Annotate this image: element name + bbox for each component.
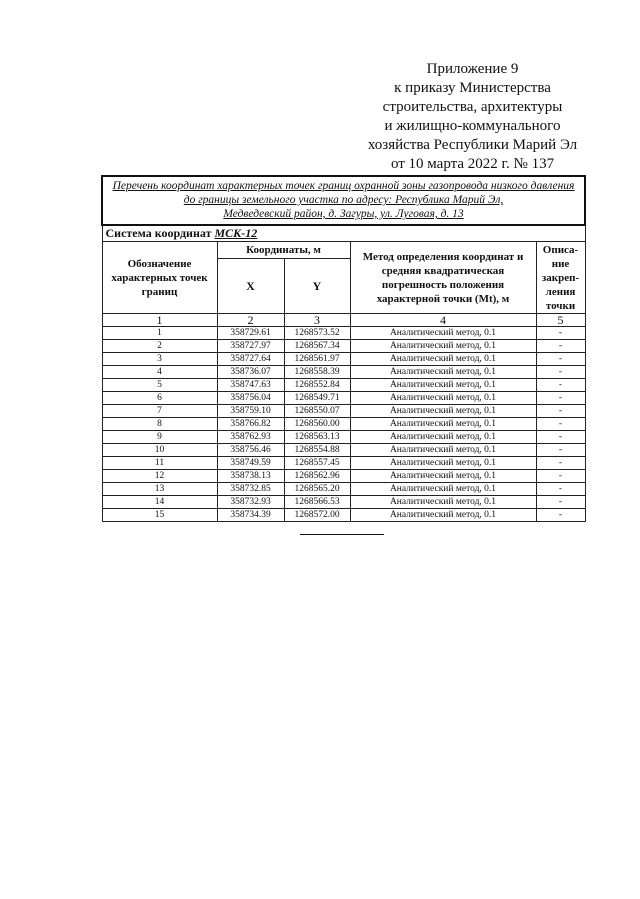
coord-x: 358756.46 (217, 444, 284, 457)
coord-y: 1268554.88 (284, 444, 350, 457)
method-cell: Аналитический метод, 0.1 (350, 379, 536, 392)
coord-x: 358756.04 (217, 392, 284, 405)
header-y: Y (284, 259, 350, 314)
header-description: Описа-ние закреп-ления точки (536, 242, 585, 314)
appendix-line: от 10 марта 2022 г. № 137 (390, 156, 555, 172)
column-number: 4 (350, 314, 536, 327)
method-cell: Аналитический метод, 0.1 (350, 392, 536, 405)
table-row (102, 483, 585, 496)
table-row (102, 431, 585, 444)
coord-y: 1268565.20 (284, 483, 350, 496)
table-row (102, 444, 585, 457)
description-cell: - (536, 483, 585, 496)
point-number: 5 (102, 379, 217, 392)
point-number: 8 (102, 418, 217, 431)
column-number: 1 (102, 314, 217, 327)
point-number: 2 (102, 340, 217, 353)
coord-x: 358734.39 (217, 509, 284, 522)
point-number: 15 (102, 509, 217, 522)
table-title-line: Медведевский район, д. Загуры, ул. Луговая, д. 13 (223, 208, 464, 220)
point-number: 10 (102, 444, 217, 457)
description-cell: - (536, 496, 585, 509)
column-number: 5 (536, 314, 585, 327)
method-cell: Аналитический метод, 0.1 (350, 457, 536, 470)
table-row (102, 470, 585, 483)
appendix-line: строительства, архитектуры (382, 99, 563, 115)
table-title-line: до границы земельного участка по адресу: Республика Марий Эл, (183, 194, 504, 206)
method-cell: Аналитический метод, 0.1 (350, 483, 536, 496)
coord-x: 358738.13 (217, 470, 284, 483)
description-cell: - (536, 327, 585, 340)
coord-x: 358759.10 (217, 405, 284, 418)
column-number: 3 (284, 314, 350, 327)
point-number: 4 (102, 366, 217, 379)
coord-x: 358762.93 (217, 431, 284, 444)
description-cell: - (536, 470, 585, 483)
coord-y: 1268567.34 (284, 340, 350, 353)
point-number: 3 (102, 353, 217, 366)
coord-y: 1268550.07 (284, 405, 350, 418)
coord-x: 358729.61 (217, 327, 284, 340)
description-cell: - (536, 509, 585, 522)
method-cell: Аналитический метод, 0.1 (350, 496, 536, 509)
coord-x: 358727.64 (217, 353, 284, 366)
method-cell: Аналитический метод, 0.1 (350, 340, 536, 353)
table-row (102, 418, 585, 431)
coord-y: 1268557.45 (284, 457, 350, 470)
appendix-line: и жилищно-коммунального (384, 118, 561, 134)
point-number: 14 (102, 496, 217, 509)
description-cell: - (536, 340, 585, 353)
method-cell: Аналитический метод, 0.1 (350, 366, 536, 379)
coord-y: 1268563.13 (284, 431, 350, 444)
table-row (102, 496, 585, 509)
point-number: 6 (102, 392, 217, 405)
table-row (102, 405, 585, 418)
coord-y: 1268549.71 (284, 392, 350, 405)
description-cell: - (536, 444, 585, 457)
coord-y: 1268558.39 (284, 366, 350, 379)
table-row (102, 392, 585, 405)
point-number: 11 (102, 457, 217, 470)
point-number: 12 (102, 470, 217, 483)
coord-x: 358766.82 (217, 418, 284, 431)
table-row (102, 509, 585, 522)
coordinate-system (102, 225, 585, 242)
coord-y: 1268552.84 (284, 379, 350, 392)
description-cell: - (536, 379, 585, 392)
coord-y: 1268566.53 (284, 496, 350, 509)
table-row (102, 327, 585, 340)
method-cell: Аналитический метод, 0.1 (350, 353, 536, 366)
coord-x: 358732.93 (217, 496, 284, 509)
appendix-header (355, 60, 590, 174)
coord-y: 1268561.97 (284, 353, 350, 366)
description-cell: - (536, 457, 585, 470)
table-title (102, 176, 585, 225)
column-number: 2 (217, 314, 284, 327)
description-cell: - (536, 418, 585, 431)
header-x: X (217, 259, 284, 314)
method-cell: Аналитический метод, 0.1 (350, 327, 536, 340)
coord-x: 358732.85 (217, 483, 284, 496)
end-divider (300, 534, 384, 535)
point-number: 7 (102, 405, 217, 418)
coord-y: 1268562.96 (284, 470, 350, 483)
coord-x: 358727.97 (217, 340, 284, 353)
coord-x: 358736.07 (217, 366, 284, 379)
coordinates-table (101, 175, 586, 522)
description-cell: - (536, 405, 585, 418)
method-cell: Аналитический метод, 0.1 (350, 509, 536, 522)
header-coordinates: Координаты, м (217, 242, 350, 259)
point-number: 13 (102, 483, 217, 496)
method-cell: Аналитический метод, 0.1 (350, 444, 536, 457)
column-numbers-row (102, 314, 585, 327)
description-cell: - (536, 392, 585, 405)
table-title-line: Перечень координат характерных точек границ охранной зоны газопровода низкого давления (112, 180, 575, 192)
coord-y: 1268573.52 (284, 327, 350, 340)
method-cell: Аналитический метод, 0.1 (350, 405, 536, 418)
header-method: Метод определения координат и средняя квадратическая погрешность положения характерной точки (Mt), м (350, 242, 536, 314)
coord-y: 1268572.00 (284, 509, 350, 522)
description-cell: - (536, 431, 585, 444)
header-point-designation: Обозначение характерных точек границ (102, 242, 217, 314)
appendix-line: хозяйства Республики Марий Эл (367, 137, 578, 153)
appendix-line: Приложение 9 (426, 61, 519, 77)
table-row (102, 340, 585, 353)
coord-y: 1268560.00 (284, 418, 350, 431)
method-cell: Аналитический метод, 0.1 (350, 418, 536, 431)
table-row (102, 366, 585, 379)
table-row (102, 353, 585, 366)
point-number: 9 (102, 431, 217, 444)
coord-x: 358747.63 (217, 379, 284, 392)
table-row (102, 457, 585, 470)
coord-x: 358749.59 (217, 457, 284, 470)
table-row (102, 379, 585, 392)
point-number: 1 (102, 327, 217, 340)
description-cell: - (536, 353, 585, 366)
method-cell: Аналитический метод, 0.1 (350, 431, 536, 444)
method-cell: Аналитический метод, 0.1 (350, 470, 536, 483)
table-body (102, 327, 585, 522)
coordinate-system-label: Система координат (105, 226, 212, 240)
description-cell: - (536, 366, 585, 379)
appendix-line: к приказу Министерства (394, 80, 551, 96)
coordinate-system-name: МСК-12 (214, 226, 258, 240)
